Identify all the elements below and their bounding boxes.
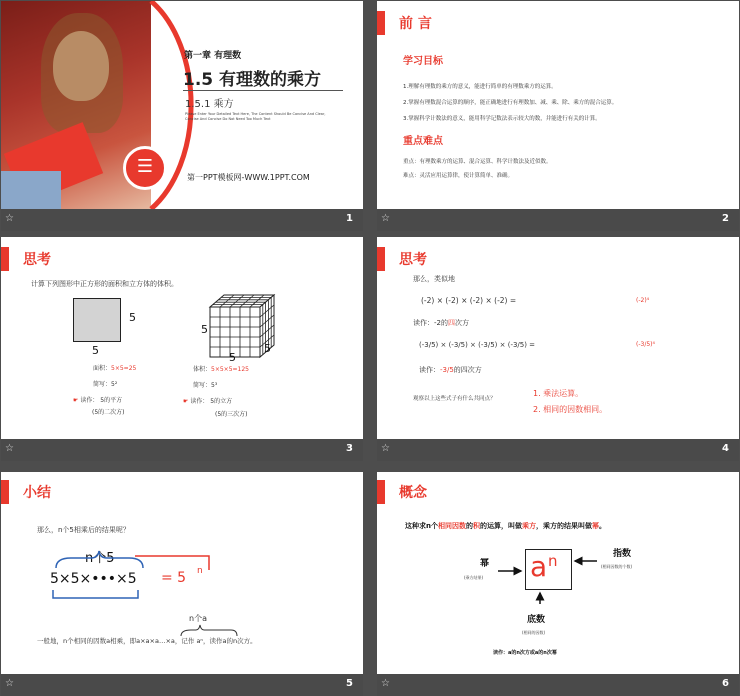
exponent-sub: (相同因数的个数) bbox=[601, 564, 633, 569]
slide-3[interactable] bbox=[1, 237, 363, 461]
cube-right-label: 5 bbox=[264, 342, 271, 355]
slide-number: 2 bbox=[722, 213, 729, 224]
slide-number: 1 bbox=[346, 213, 353, 224]
title-bar bbox=[1, 247, 9, 271]
cube-left-label: 5 bbox=[201, 323, 208, 336]
question: 观察以上这些式子有什么共同点？ bbox=[413, 396, 496, 402]
footer bbox=[377, 674, 739, 696]
cube-figure bbox=[208, 293, 288, 363]
exponent-letter: n bbox=[548, 552, 558, 570]
area-read-alt: (5的二次方) bbox=[92, 409, 125, 416]
star-icon: ☆ bbox=[5, 213, 14, 224]
intro-line: 那么，类似地 bbox=[413, 275, 455, 283]
star-icon: ☆ bbox=[381, 678, 390, 689]
slide-title: 小结 bbox=[23, 485, 51, 501]
title-bar bbox=[377, 11, 385, 35]
read-1: 读作：-2的四次方 bbox=[413, 319, 469, 327]
star-icon: ☆ bbox=[381, 443, 390, 454]
brace-label: n个5 bbox=[85, 551, 115, 566]
arrows bbox=[377, 472, 739, 696]
square-bottom-label: 5 bbox=[92, 344, 99, 357]
area-read: ☛ 读作： 5的平方 bbox=[73, 397, 123, 404]
pointer-icon: ☛ bbox=[73, 397, 79, 404]
difficulty-line: 难点：灵活应用运算律，使计算简单、准确。 bbox=[403, 173, 514, 179]
power-label: 幂 bbox=[480, 559, 490, 569]
footer bbox=[377, 439, 739, 461]
prompt: 计算下列图形中正方形的面积和立方体的体积。 bbox=[31, 280, 178, 288]
point-2: 2. 相同的因数相同。 bbox=[533, 405, 608, 414]
slide-title: 思考 bbox=[23, 252, 51, 268]
key-heading: 重点难点 bbox=[403, 136, 443, 147]
area-label: 面积：5×5=25 bbox=[93, 365, 137, 372]
key-line: 重点：有理数乘方的运算、混合运算、科学计数法及近似数。 bbox=[403, 159, 552, 165]
volume-read-alt: (5的三次方) bbox=[215, 411, 248, 418]
goal-3: 3.掌握科学计数法的意义，能用科学记数法表示较大的数，并能进行有关的计算。 bbox=[403, 116, 601, 122]
volume-short: 简写：5³ bbox=[193, 382, 218, 389]
footer bbox=[377, 209, 739, 231]
point-1: 1. 乘法运算。 bbox=[533, 389, 584, 398]
slide-5[interactable] bbox=[1, 472, 363, 696]
expr-1: (-2) × (-2) × (-2) × (-2) = bbox=[421, 296, 517, 305]
menu-badge[interactable]: ☰ bbox=[123, 146, 167, 190]
slide-title: 思考 bbox=[399, 252, 427, 268]
website: 第一PPT模板网-WWW.1PPT.COM bbox=[187, 173, 310, 182]
read-line: 读作：a的n次方或a的n次幂 bbox=[493, 650, 557, 656]
product-expr: 5×5×•••×5 bbox=[50, 571, 137, 587]
star-icon: ☆ bbox=[5, 678, 14, 689]
goals-heading: 学习目标 bbox=[403, 56, 443, 67]
base-letter: a bbox=[530, 550, 548, 583]
answer-2: (-3/5)⁴ bbox=[636, 341, 655, 348]
title-rule bbox=[183, 90, 343, 91]
summary: 一般地，n个相同的因数a相乘，即a×a×a…×a，记作 aⁿ，读作a的n次方。 bbox=[37, 637, 257, 645]
blurb: Please Enter Your Detailed Text Here, The Content Should Be Concise And Clear, Concise And Concise Do Not Need Too Much Text bbox=[185, 112, 326, 121]
subtitle: 1.5.1 乘方 bbox=[185, 99, 234, 110]
slide-6[interactable] bbox=[377, 472, 739, 696]
slide-4[interactable] bbox=[377, 237, 739, 461]
slide-title: 概念 bbox=[399, 485, 427, 501]
main-title: 1.5 有理数的乘方 bbox=[183, 70, 322, 90]
star-icon: ☆ bbox=[5, 443, 14, 454]
volume-read: ☛ 读作： 5的立方 bbox=[183, 398, 233, 405]
slide-number: 6 bbox=[722, 678, 729, 689]
star-icon: ☆ bbox=[381, 213, 390, 224]
power-sub: (乘方结果) bbox=[464, 575, 484, 580]
question: 那么，n个5相乘后的结果呢？ bbox=[37, 526, 130, 534]
base-label: 底数 bbox=[527, 615, 546, 625]
footer bbox=[1, 439, 363, 461]
volume-label: 体积：5×5×5=125 bbox=[193, 366, 250, 373]
footer bbox=[1, 209, 363, 231]
exponent-label: 指数 bbox=[613, 549, 632, 559]
pointer-icon: ☛ bbox=[183, 398, 189, 405]
slide-number: 3 bbox=[346, 443, 353, 454]
title-bar bbox=[377, 247, 385, 271]
expr-2: (-3/5) × (-3/5) × (-3/5) × (-3/5) = bbox=[419, 341, 536, 349]
square-side-label: 5 bbox=[129, 311, 136, 324]
square-figure bbox=[73, 298, 121, 342]
slide-number: 5 bbox=[346, 678, 353, 689]
area-short: 简写：5² bbox=[93, 381, 118, 388]
slide-1[interactable] bbox=[1, 1, 363, 231]
cube-bottom-label: 5 bbox=[229, 351, 236, 364]
answer-1: (-2)⁴ bbox=[636, 297, 650, 304]
goal-2: 2.掌握有理数混合运算的顺序，能正确地进行有理数加、减、乘、除、乘方的混合运算。 bbox=[403, 100, 618, 106]
slide-2[interactable] bbox=[377, 1, 739, 231]
base-sub: (相同的因数) bbox=[522, 630, 546, 635]
read-2: 读作：-3/5的四次方 bbox=[419, 366, 482, 374]
slide-title: 前 言 bbox=[399, 16, 432, 32]
footer bbox=[1, 674, 363, 696]
result: = 5 bbox=[161, 570, 187, 586]
slide-number: 4 bbox=[722, 443, 729, 454]
definition: 这种求n个相同因数的积的运算，叫做乘方，乘方的结果叫做幂。 bbox=[405, 522, 606, 530]
brace-label-2: n个a bbox=[189, 614, 207, 623]
goal-1: 1.理解有理数的乘方的意义，能进行简单的有理数乘方的运算。 bbox=[403, 84, 557, 90]
result-exponent: n bbox=[197, 566, 203, 576]
chapter-label: 第一章 有理数 bbox=[184, 51, 242, 61]
